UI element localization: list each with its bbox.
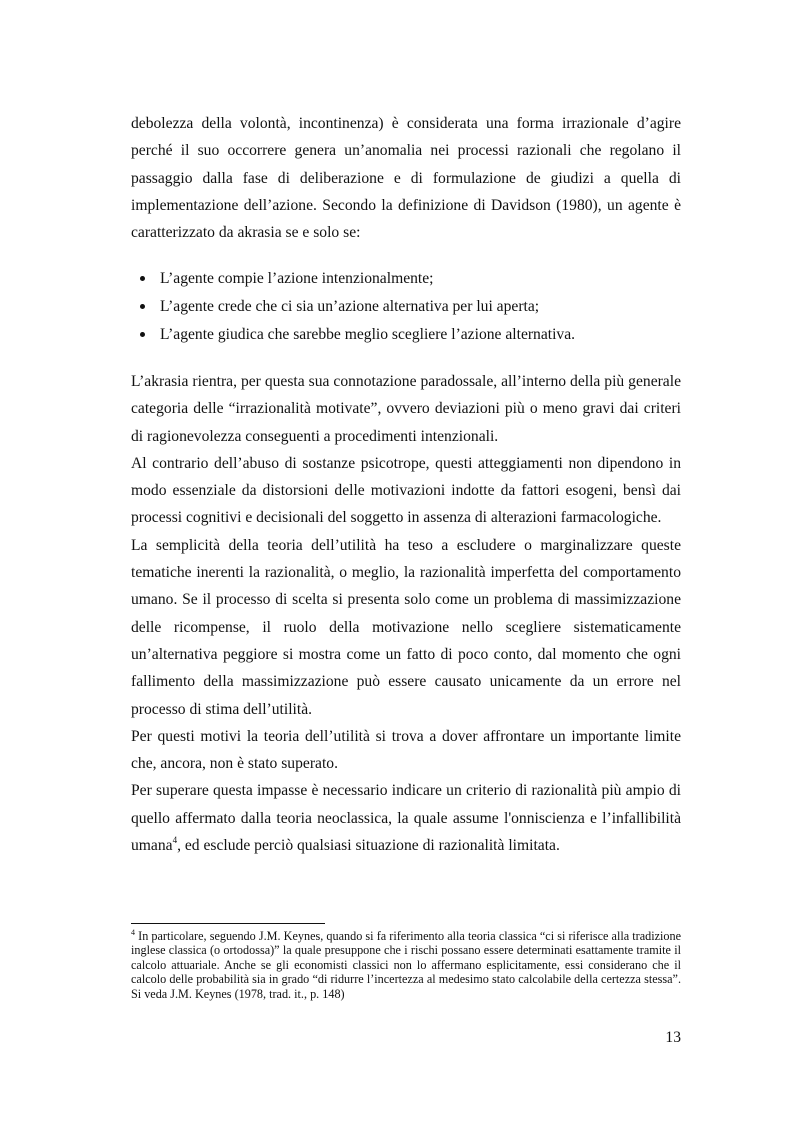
bullet-icon	[140, 276, 145, 281]
bullet-icon	[140, 304, 145, 309]
list-item-text: L’agente compie l’azione intenzionalmente;	[160, 270, 434, 287]
footnote	[131, 929, 681, 1001]
paragraph-utility-theory: La semplicità della teoria dell’utilità ha teso a escludere o marginalizzare queste tematiche inerenti la razionalità, o meglio, la razionalità imperfetta del comportamento umano. Se il processo di scelta si presenta solo come un problema di massimizzazione delle ricompense, il ruolo della motivazione nello scegliere sistematicamente un’alternativa peggiore si mostra come un fatto di poco conto, dal momento che ogni fallimento della massimizzazione può essere causato unicamente da un errore nel processo di stima dell’utilità.	[131, 536, 681, 718]
footnote-text: In particolare, seguendo J.M. Keynes, quando si fa riferimento alla teoria classica “ci si riferisce alla tradizione inglese classica (o ortodossa)” la quale presuppone che i rischi possano essere determinati esattamente tramite il calcolo attuariale. Anche se gli economisti classici non lo affermano esplicitamente, essi considerano che il calcolo delle probabilità sia in grado “di ridurre l’incertezza al medesimo stato calcolabile della certezza stessa”. Si veda J.M. Keynes (1978, trad. it., p. 148)	[131, 929, 681, 1001]
paragraph-impasse-text: Per superare questa impasse è necessario indicare un criterio di razionalità più ampio di quello affermato dalla teoria neoclassica, la quale assume l'onniscienza e l’infallibilità umana	[131, 782, 681, 855]
list-item-text: L’agente crede che ci sia un’azione alternativa per lui aperta;	[160, 297, 540, 315]
paragraph-impasse-text-end: , ed esclude perciò qualsiasi situazione di razionalità limitata.	[177, 837, 560, 855]
list-item-text: L’agente giudica che sarebbe meglio scegliere l’azione alternativa.	[160, 325, 576, 343]
akrasia-conditions-list	[131, 265, 691, 348]
footnote-number: 4	[131, 928, 135, 937]
intro-paragraph-block	[131, 110, 681, 246]
list-item	[131, 293, 691, 321]
main-text-block	[131, 368, 681, 859]
intro-paragraph: debolezza della volontà, incontinenza) è considerata una forma irrazionale d’agire perché il suo occorrere genera un’anomalia nei processi razionali che regolano il passaggio dalla fase di deliberazione e di formulazione de giudizi a quella di implementazione dell’azione. Secondo la definizione di Davidson (1980), un agente è caratterizzato da akrasia se e solo se:	[131, 115, 681, 242]
paragraph-limit: Per questi motivi la teoria dell’utilità si trova a dover affrontare un importante limite che, ancora, non è stato superato.	[131, 727, 681, 773]
footnote-reference[interactable]: 4	[172, 835, 178, 846]
paragraph-substances: Al contrario dell’abuso di sostanze psicotrope, questi atteggiamenti non dipendono in modo essenziale da distorsioni delle motivazioni indotte da fattori esogeni, bensì dai processi cognitivi e decisionali del soggetto in assenza di alterazioni farmacologiche.	[131, 454, 681, 527]
paragraph-akrasia: L’akrasia rientra, per questa sua connotazione paradossale, all’interno della più generale categoria delle “irrazionalità motivate”, ovvero deviazioni più o meno gravi dai criteri di ragionevolezza conseguenti a procedimenti intenzionali.	[131, 373, 681, 445]
footnote-divider	[131, 923, 325, 924]
bullet-icon	[140, 332, 145, 337]
page-number: 13	[665, 1029, 681, 1046]
list-item	[131, 265, 691, 293]
paragraph-impasse	[131, 777, 681, 859]
list-item	[131, 321, 691, 349]
